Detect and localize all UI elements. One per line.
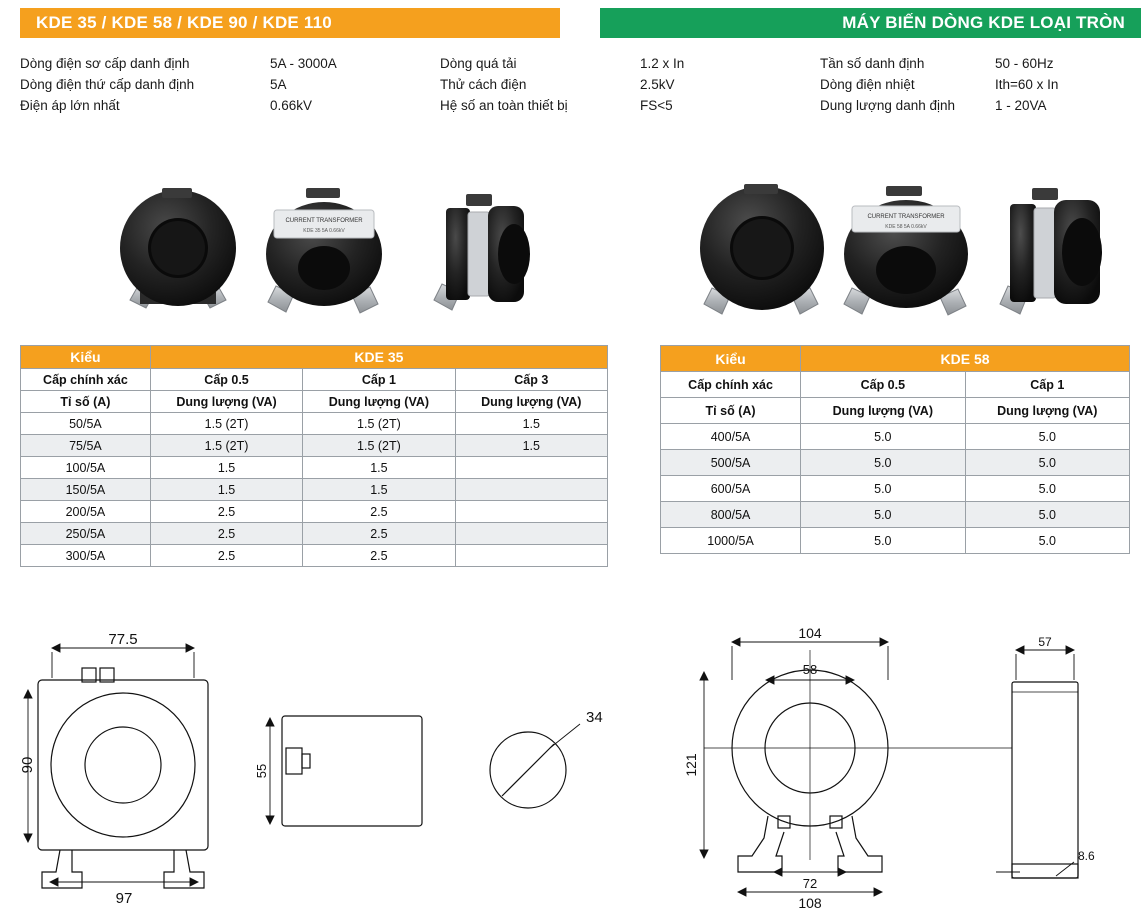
- spec-cell: [440, 77, 820, 92]
- type-label: Kiểu: [661, 346, 801, 372]
- spec-value: 0.66kV: [270, 98, 313, 113]
- table-row: [21, 435, 608, 457]
- table-row: [21, 413, 608, 435]
- cell-ratio: 150/5A: [21, 479, 151, 501]
- table-row: [21, 501, 608, 523]
- spec-value: 5A - 3000A: [270, 56, 337, 71]
- cell-ratio: 250/5A: [21, 523, 151, 545]
- spec-label: Hệ số an toàn thiết bị: [440, 98, 568, 113]
- spec-value: 50 - 60Hz: [995, 56, 1054, 71]
- cell-class05: 1.5 (2T): [150, 435, 302, 457]
- dim-left-height: 121: [683, 753, 699, 777]
- cell-class1: 5.0: [965, 502, 1129, 528]
- cell-ratio: 400/5A: [661, 424, 801, 450]
- accuracy-label: Cấp chính xác: [661, 372, 801, 398]
- table-row: [661, 450, 1130, 476]
- cell-class3: [455, 545, 607, 567]
- spec-cell: [20, 77, 440, 92]
- capacity-label: Dung lượng (VA): [965, 398, 1129, 424]
- accuracy-class: Cấp 1: [303, 369, 455, 391]
- spec-value: 2.5kV: [640, 77, 675, 92]
- cell-class05: 5.0: [801, 476, 965, 502]
- cell-class05: 1.5 (2T): [150, 413, 302, 435]
- accuracy-class: Cấp 1: [965, 372, 1129, 398]
- dim-side-height: 55: [254, 763, 269, 779]
- spec-label: Dòng quá tải: [440, 56, 517, 71]
- cell-class3: 1.5: [455, 435, 607, 457]
- spec-label: Tần số danh định: [820, 56, 925, 71]
- cell-ratio: 600/5A: [661, 476, 801, 502]
- cell-ratio: 100/5A: [21, 457, 151, 479]
- dim-mid-width: 72: [802, 876, 818, 891]
- spec-cell: [820, 56, 1135, 71]
- svg-text:CURRENT TRANSFORMER: CURRENT TRANSFORMER: [285, 218, 363, 224]
- table-row: [21, 523, 608, 545]
- capacity-label: Dung lượng (VA): [150, 391, 302, 413]
- accuracy-class: Cấp 0.5: [801, 372, 965, 398]
- spec-value: 1.2 x In: [640, 56, 685, 71]
- spec-cell: [20, 98, 440, 113]
- spec-label: Dòng điện thứ cấp danh định: [20, 77, 195, 92]
- table-accuracy-row: [661, 372, 1130, 398]
- type-label: Kiểu: [21, 346, 151, 369]
- spec-value: Ith=60 x In: [995, 77, 1059, 92]
- cell-class05: 1.5: [150, 457, 302, 479]
- svg-text:KDE 35 5A 0.66kV: KDE 35 5A 0.66kV: [303, 228, 345, 234]
- cell-class1: 1.5 (2T): [303, 413, 455, 435]
- cell-class05: 2.5: [150, 523, 302, 545]
- spec-value: 1 - 20VA: [995, 98, 1047, 113]
- cell-class3: [455, 523, 607, 545]
- cell-class05: 2.5: [150, 545, 302, 567]
- cell-ratio: 50/5A: [21, 413, 151, 435]
- cell-class05: 5.0: [801, 502, 965, 528]
- cell-class1: 5.0: [965, 450, 1129, 476]
- header-right-title: MÁY BIẾN DÒNG KDE LOẠI TRÒN: [600, 8, 1141, 38]
- spec-cell: [440, 56, 820, 71]
- cell-class1: 2.5: [303, 501, 455, 523]
- cell-class1: 2.5: [303, 545, 455, 567]
- svg-text:KDE 58 5A 0.66kV: KDE 58 5A 0.66kV: [885, 224, 927, 230]
- dim-thickness: 8.6: [1078, 849, 1095, 863]
- table-row: [661, 502, 1130, 528]
- dim-inner-diameter: 58: [802, 662, 818, 677]
- table-row: [661, 476, 1130, 502]
- table-row: [21, 545, 608, 567]
- cell-class05: 5.0: [801, 450, 965, 476]
- spec-cell: [440, 98, 820, 113]
- table-kde35: [20, 345, 608, 567]
- dim-bottom-width: 97: [115, 890, 133, 907]
- dim-left-height: 90: [20, 756, 36, 774]
- accuracy-class: Cấp 0.5: [150, 369, 302, 391]
- table-row: [21, 457, 608, 479]
- cell-class1: 5.0: [965, 476, 1129, 502]
- spec-label: Dòng điện nhiệt: [820, 77, 915, 92]
- ratio-label: Tỉ số (A): [21, 391, 151, 413]
- cell-class05: 1.5: [150, 479, 302, 501]
- cell-class05: 5.0: [801, 424, 965, 450]
- accuracy-label: Cấp chính xác: [21, 369, 151, 391]
- cell-class05: 2.5: [150, 501, 302, 523]
- table-unit-row: [661, 398, 1130, 424]
- table-unit-row: [21, 391, 608, 413]
- cell-class3: [455, 457, 607, 479]
- product-photos-kde35: [110, 182, 590, 337]
- spec-cell: [820, 77, 1135, 92]
- cell-class1: 5.0: [965, 424, 1129, 450]
- cell-class1: 1.5: [303, 479, 455, 501]
- dim-top-left: 77.5: [108, 631, 138, 648]
- model-label: KDE 35: [150, 346, 607, 369]
- spec-label: Dung lượng danh định: [820, 98, 955, 113]
- header-left-title: KDE 35 / KDE 58 / KDE 90 / KDE 110: [20, 8, 560, 38]
- dim-bottom-width: 108: [798, 895, 822, 910]
- model-label: KDE 58: [801, 346, 1130, 372]
- cell-ratio: 1000/5A: [661, 528, 801, 554]
- cell-ratio: 300/5A: [21, 545, 151, 567]
- capacity-label: Dung lượng (VA): [455, 391, 607, 413]
- table-kde58: [660, 345, 1130, 554]
- table-row: [21, 479, 608, 501]
- dim-side-width: 57: [1038, 635, 1052, 649]
- ratio-label: Tỉ số (A): [661, 398, 801, 424]
- spec-label: Thử cách điện: [440, 77, 527, 92]
- cell-ratio: 500/5A: [661, 450, 801, 476]
- cell-ratio: 800/5A: [661, 502, 801, 528]
- cell-class3: 1.5: [455, 413, 607, 435]
- cell-class3: [455, 479, 607, 501]
- specifications-block: [20, 53, 1130, 116]
- spec-label: Điện áp lớn nhất: [20, 98, 120, 113]
- table-title-row: [21, 346, 608, 369]
- dim-top-outer: 104: [798, 625, 822, 641]
- table-title-row: [661, 346, 1130, 372]
- svg-text:CURRENT TRANSFORMER: CURRENT TRANSFORMER: [867, 214, 945, 220]
- dim-circle-diameter: 34: [586, 709, 603, 726]
- cell-class05: 5.0: [801, 528, 965, 554]
- table-accuracy-row: [21, 369, 608, 391]
- spec-cell: [20, 56, 440, 71]
- cell-ratio: 200/5A: [21, 501, 151, 523]
- cell-class3: [455, 501, 607, 523]
- capacity-label: Dung lượng (VA): [303, 391, 455, 413]
- spec-value: 5A: [270, 77, 287, 92]
- table-row: [661, 528, 1130, 554]
- spec-cell: [820, 98, 1135, 113]
- capacity-label: Dung lượng (VA): [801, 398, 965, 424]
- cell-ratio: 75/5A: [21, 435, 151, 457]
- cell-class1: 1.5 (2T): [303, 435, 455, 457]
- cell-class1: 5.0: [965, 528, 1129, 554]
- spec-row: [20, 95, 1130, 116]
- cell-class1: 2.5: [303, 523, 455, 545]
- spec-row: [20, 53, 1130, 74]
- dimension-drawing-kde58: [660, 620, 1130, 910]
- spec-row: [20, 74, 1130, 95]
- dimension-drawing-kde35: [20, 620, 620, 910]
- spec-value: FS<5: [640, 98, 673, 113]
- accuracy-class: Cấp 3: [455, 369, 607, 391]
- table-row: [661, 424, 1130, 450]
- cell-class1: 1.5: [303, 457, 455, 479]
- spec-label: Dòng điện sơ cấp danh định: [20, 56, 190, 71]
- product-photos-kde58: [690, 182, 1141, 337]
